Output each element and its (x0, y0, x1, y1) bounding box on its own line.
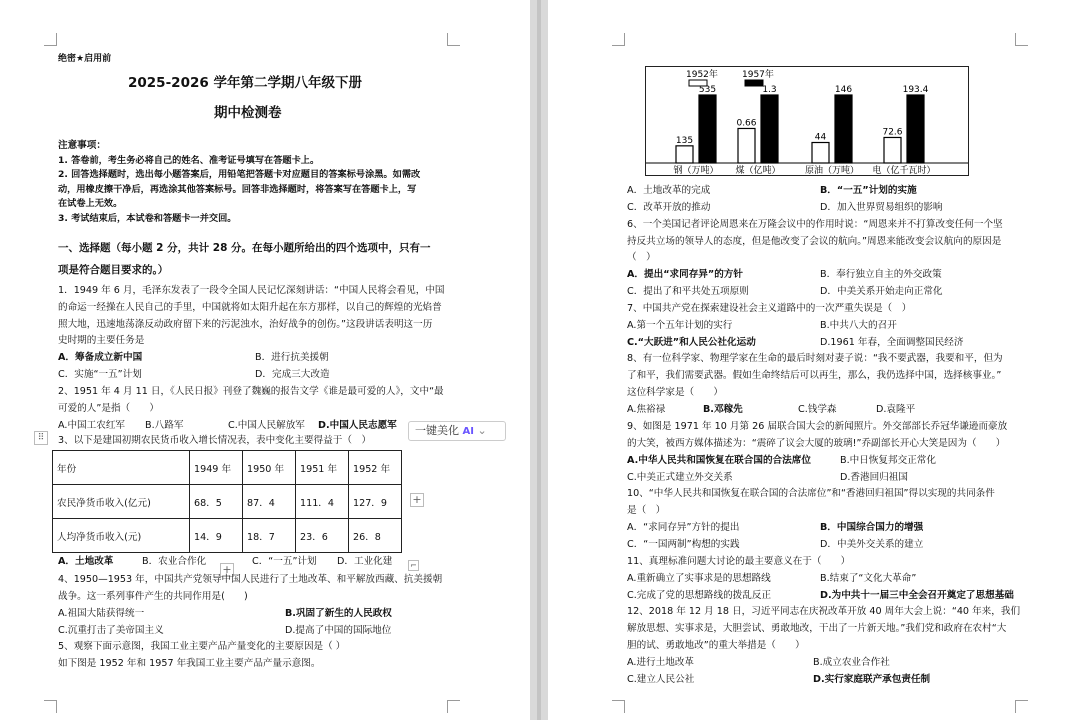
option-a: A．土地改革 (58, 556, 114, 567)
crop-mark (612, 700, 625, 713)
question-6: 6、一个美国记者评论周恩来在万隆会议中的作用时说：“周恩来并不打算改变任何一个坚 (627, 219, 1003, 230)
table-cell: 87．4 (243, 485, 296, 519)
note-line: 动，用橡皮擦干净后，再选涂其他答案标号。回答非选择题时，将答案写在答题卡上，写 (58, 184, 417, 195)
legend-swatch (745, 80, 763, 86)
option-b: B．“一五”计划的实施 (820, 185, 917, 196)
bar-1957 (699, 95, 716, 163)
data-label: 1.3 (762, 85, 777, 95)
option-c: C.完成了党的思想路线的拨乱反正 (627, 590, 772, 601)
document-page-right (548, 0, 1077, 720)
table-header-cell: 1951 年 (296, 451, 349, 485)
bar-1952 (884, 137, 901, 163)
option-d: D.袁隆平 (876, 404, 916, 415)
option-d: D.实行家庭联产承包责任制 (813, 674, 931, 685)
question-7: 7、中国共产党在探索建设社会主义道路中的一次严重失误是（ ） (627, 303, 912, 314)
scrollbar[interactable] (537, 0, 541, 720)
bar-1957 (907, 95, 924, 163)
data-label: 193.4 (902, 85, 929, 95)
category-label: 电（亿千瓦时） (872, 166, 936, 175)
table-cell: 68．5 (190, 485, 243, 519)
question-4-line: 战争。这一系列事件产生的共同作用是( ) (58, 591, 248, 602)
question-5: 5、观察下面示意图，我国工业主要产品产量变化的主要原因是（ ） (58, 641, 346, 652)
table-cell: 农民净货币收入(亿元) (53, 485, 190, 519)
question-10-line: 是（ ） (627, 505, 666, 516)
question-9: 9、如图是 1971 年 10 月第 26 届联合国大会的新闻照片。外交部部长乔冠华谦逊而豪放 (627, 421, 1008, 432)
crop-mark (44, 33, 57, 46)
option-d: D.为中共十一届三中全会召开奠定了思想基础 (820, 590, 1014, 601)
beautify-label: 一键美化 (415, 424, 459, 437)
question-2-line: 可爱的人”是指（ ） (58, 403, 159, 414)
crop-mark (1015, 33, 1028, 46)
option-a: A．筹备成立新中国 (58, 352, 143, 363)
option-a: A.焦裕禄 (627, 404, 666, 415)
add-row-button[interactable]: + (220, 563, 234, 577)
option-d: D．中美外交关系的建立 (820, 539, 924, 550)
ai-icon: AI (462, 426, 474, 437)
option-c: C．提出了和平共处五项原则 (627, 286, 749, 297)
option-b: B．中国综合国力的增强 (820, 522, 924, 533)
option-a: A.重新确立了实事求是的思想路线 (627, 573, 771, 584)
option-b: B.巩固了新生的人民政权 (285, 608, 392, 619)
question-6-line: 持反共立场的领导人的态度，但是他改变了会议的航向。”周恩来能改变会议航向的原因是 (627, 236, 1002, 247)
table-header-cell: 1950 年 (243, 451, 296, 485)
secret-mark: 绝密★启用前 (58, 54, 112, 64)
bar-1952 (812, 143, 829, 163)
table-cell: 26．8 (349, 519, 402, 553)
option-c: C.中国人民解放军 (228, 420, 305, 431)
notes-title: 注意事项： (58, 140, 106, 151)
table-cell: 127．9 (349, 485, 402, 519)
table-cell: 14．9 (190, 519, 243, 553)
question-12-line: 解放思想、实事求是，大胆尝试、勇敢地改，干出了一片新天地。”我们党和政府在农村“大 (627, 623, 1007, 634)
bar-1957 (835, 95, 852, 163)
option-d: D．完成三大改造 (255, 369, 330, 380)
option-a: A．土地改革的完成 (627, 185, 711, 196)
option-b: B．农业合作化 (142, 556, 207, 567)
question-1: 1．1949 年 6 月，毛泽东发表了一段令全国人民记忆深刻讲话：“中国人民将会看见，中国 (58, 285, 445, 296)
option-b: B．奉行独立自主的外交政策 (820, 269, 942, 280)
production-bar-chart (645, 66, 969, 176)
option-c: C.中美正式建立外交关系 (627, 472, 733, 483)
category-label: 煤（亿吨） (735, 166, 781, 175)
question-10: 10、“中华人民共和国恢复在联合国的合法席位”和“香港回归祖国”得以实现的共同条件 (627, 488, 995, 499)
table-row (53, 485, 402, 519)
question-1-line: 的命运一经操在人民自己的手里，中国就将如太阳升起在东方那样，以自己的辉煌的光焰普 (58, 302, 442, 313)
option-d: D．加入世界贸易组织的影响 (820, 202, 943, 213)
option-d: D.中国人民志愿军 (318, 420, 397, 431)
income-table (52, 450, 402, 553)
add-column-button[interactable]: + (410, 493, 424, 507)
question-3: 3、以下是建国初期农民货币收入增长情况表，表中变化主要得益于（ ） (58, 435, 372, 446)
data-label: 0.66 (736, 118, 757, 129)
question-1-line: 照大地，迅速地荡涤反动政府留下来的污泥浊水，治好战争的创伤。”这段讲话表明这一历 (58, 319, 433, 330)
question-8-line: 这位科学家是（ ） (627, 387, 723, 398)
option-b: B.成立农业合作社 (813, 657, 890, 668)
table-header-cell: 年份 (53, 451, 190, 485)
option-d: D.香港回归祖国 (840, 472, 908, 483)
option-c: C.“大跃进”和人民公社化运动 (627, 337, 756, 348)
table-row (53, 519, 402, 553)
table-header-cell: 1952 年 (349, 451, 402, 485)
question-5-line: 如下图是 1952 年和 1957 年我国工业主要产品产量示意图。 (58, 658, 321, 669)
option-d: D．中美关系开始走向正常化 (820, 286, 943, 297)
section-heading-cont: 项是符合题目要求的。） (58, 264, 169, 276)
option-a: A.中国工农红军 (58, 420, 126, 431)
data-label: 135 (675, 135, 694, 146)
option-a: A.进行土地改革 (627, 657, 695, 668)
question-9-line: 的大笑，被西方媒体描述为：“震碎了议会大厦的玻璃!”乔副部长开心大笑是因为（ ） (627, 438, 1006, 449)
table-cell: 人均净货币收入(元) (53, 519, 190, 553)
option-c: C．“一五”计划 (252, 556, 317, 567)
option-d: D．工业化建 (337, 556, 393, 567)
data-label: 535 (698, 85, 717, 95)
crop-mark (612, 33, 625, 46)
legend-label: 1957年 (742, 70, 774, 80)
chevron-down-icon: ⌄ (477, 424, 487, 437)
option-d: D.提高了中国的国际地位 (285, 625, 392, 636)
drag-handle-icon[interactable]: ⠿ (34, 431, 48, 445)
option-b: B.结束了“文化大革命” (820, 573, 917, 584)
bar-1957 (761, 95, 778, 163)
chart-svg (646, 67, 968, 175)
question-11: 11、真理标准问题大讨论的最主要意义在于（ ） (627, 556, 851, 567)
legend-label: 1952年 (686, 70, 718, 80)
data-label: 44 (814, 132, 827, 143)
exam-title: 2025-2026 学年第二学期八年级下册 (128, 75, 362, 91)
section-heading: 一、选择题（每小题 2 分，共计 28 分。在每小题所给出的四个选项中，只有一 (58, 242, 431, 254)
option-c: C.沉重打击了美帝国主义 (58, 625, 164, 636)
page-gutter (530, 0, 548, 720)
document-page-left (0, 0, 530, 720)
crop-mark (447, 700, 460, 713)
question-8: 8、有一位科学家、物理学家在生命的最后时刻对妻子说：“我不要武器，我要和平，但为 (627, 353, 1003, 364)
note-line: 3. 考试结束后，本试卷和答题卡一并交回。 (58, 213, 237, 224)
table-cell: 18．7 (243, 519, 296, 553)
question-12: 12、2018 年 12 月 18 日，习近平同志在庆祝改革开放 40 周年大会上说：“40 年来，我们 (627, 606, 1021, 617)
bar-1952 (676, 146, 693, 163)
option-b: B.八路军 (145, 420, 184, 431)
table-cell: 23．6 (296, 519, 349, 553)
category-label: 原油（万吨） (804, 166, 860, 175)
question-1-line: 史时期的主要任务是 (58, 335, 145, 346)
data-label: 146 (834, 85, 853, 95)
table-row (53, 451, 402, 485)
crop-mark (44, 700, 57, 713)
note-line: 在试卷上无效。 (58, 198, 123, 209)
exam-subtitle: 期中检测卷 (214, 105, 282, 121)
option-a: A．提出“求同存异”的方针 (627, 269, 743, 280)
option-a: A．“求同存异”方针的提出 (627, 522, 740, 533)
crop-mark (1015, 700, 1028, 713)
option-c: C.建立人民公社 (627, 674, 695, 685)
table-header-cell: 1949 年 (190, 451, 243, 485)
table-cell: 111．4 (296, 485, 349, 519)
data-label: 72.6 (882, 127, 903, 138)
note-line: 2. 回答选择题时，选出每小题答案后，用铅笔把答题卡对应题目的答案标号涂黑。如需改 (58, 169, 421, 180)
question-4: 4、1950—1953 年，中国共产党领导中国人民进行了土地改革、和平解放西藏、抗美援朝 (58, 574, 443, 585)
resize-handle-icon[interactable]: ⌐ (408, 560, 419, 571)
beautify-button[interactable] (408, 421, 506, 441)
question-6-line: （ ） (627, 252, 656, 263)
question-8-line: 了和平，我们需要武器。假如生命终结后可以再生，那么，我仍选择中国，选择核事业。” (627, 370, 1002, 381)
note-line: 1. 答卷前，考生务必将自己的姓名、准考证号填写在答题卡上。 (58, 155, 320, 166)
option-b: B.邓稼先 (703, 404, 743, 415)
option-d: D.1961 年春，全面调整国民经济 (820, 337, 964, 348)
bar-1952 (738, 128, 755, 163)
category-label: 钢（万吨） (673, 166, 719, 175)
question-2: 2、1951 年 4 月 11 日，《人民日报》刊登了魏巍的报告文学《谁是最可爱的人》，文中“最 (58, 386, 444, 397)
option-b: B.中共八大的召开 (820, 320, 897, 331)
option-c: C．“一国两制”构想的实践 (627, 539, 740, 550)
crop-mark (447, 33, 460, 46)
option-b: B.中日恢复邦交正常化 (840, 455, 936, 466)
question-12-line: 胆的试、勇敢地改”的重大举措是（ ） (627, 640, 805, 651)
option-b: B．进行抗美援朝 (255, 352, 329, 363)
option-a: A.中华人民共和国恢复在联合国的合法席位 (627, 455, 811, 466)
option-a: A.第一个五年计划的实行 (627, 320, 733, 331)
option-a: A.祖国大陆获得统一 (58, 608, 145, 619)
option-c: C．实施“一五”计划 (58, 369, 142, 380)
option-c: C．改革开放的推动 (627, 202, 711, 213)
option-c: C.钱学森 (798, 404, 837, 415)
